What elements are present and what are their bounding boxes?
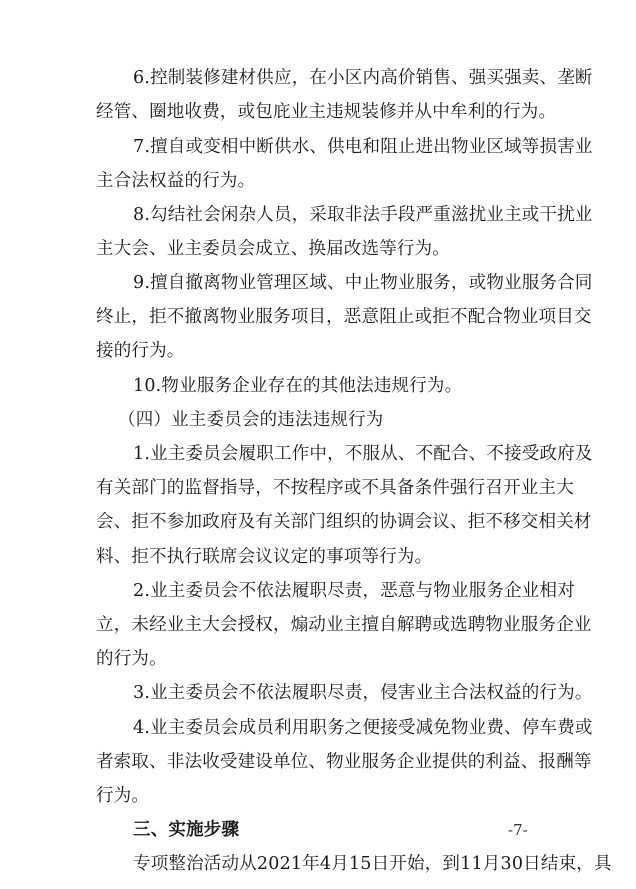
committee-1-line-3: 会、拒不参加政府及有关部门组织的协调会议、拒不移交相关材	[96, 512, 592, 532]
committee-2-line-2: 立，未经业主大会授权，煽动业主擅自解聘或选聘物业服务企业	[96, 615, 592, 635]
paragraph-7-line-2: 主合法权益的行为。	[96, 171, 256, 191]
paragraph-9-line-2: 终止，拒不撤离物业服务项目，恶意阻止或拒不配合物业项目交	[96, 307, 592, 327]
committee-1-line-2: 有关部门的监督指导，不按程序或不具备条件强行召开业主大	[96, 478, 574, 498]
section-heading-3: 三、实施步骤	[133, 820, 240, 840]
committee-4-line-1: 4.业主委员会成员利用职务之便接受减免物业费、停车费或	[133, 718, 593, 738]
paragraph-8-line-1: 8.勾结社会闲杂人员，采取非法手段严重滋扰业主或干扰业	[133, 205, 593, 225]
committee-4-line-2: 者索取、非法收受建设单位、物业服务企业提供的利益、报酬等	[96, 752, 592, 772]
paragraph-9-line-3: 接的行为。	[96, 341, 185, 361]
committee-3: 3.业主委员会不依法履职尽责，侵害业主合法权益的行为。	[133, 683, 593, 703]
paragraph-9-line-1: 9.擅自撤离物业管理区域、中止物业服务，或物业服务合同	[133, 273, 593, 293]
page-number: -7-	[508, 821, 528, 839]
implementation-line-1: 专项整治活动从2021年4月15日开始，到11月30日结束，具	[133, 854, 612, 874]
paragraph-7-line-1: 7.擅自或变相中断供水、供电和阻止进出物业区域等损害业	[133, 137, 593, 157]
paragraph-8-line-2: 主大会、业主委员会成立、换届改选等行为。	[96, 239, 450, 259]
paragraph-10: 10.物业服务企业存在的其他法违规行为。	[133, 376, 463, 396]
paragraph-6-line-1: 6.控制装修建材供应，在小区内高价销售、强买强卖、垄断	[133, 68, 593, 88]
committee-2-line-1: 2.业主委员会不依法履职尽责，恶意与物业服务企业相对	[133, 581, 575, 601]
committee-1-line-4: 料、拒不执行联席会议议定的事项等行为。	[96, 547, 433, 567]
committee-4-line-3: 行为。	[96, 786, 150, 806]
committee-1-line-1: 1.业主委员会履职工作中，不服从、不配合、不接受政府及	[133, 444, 593, 464]
paragraph-6-line-2: 经管、圈地收费，或包庇业主违规装修并从中牟利的行为。	[96, 102, 557, 122]
committee-2-line-3: 的行为。	[96, 649, 167, 669]
section-heading-4: （四）业主委员会的违法违规行为	[118, 410, 384, 430]
